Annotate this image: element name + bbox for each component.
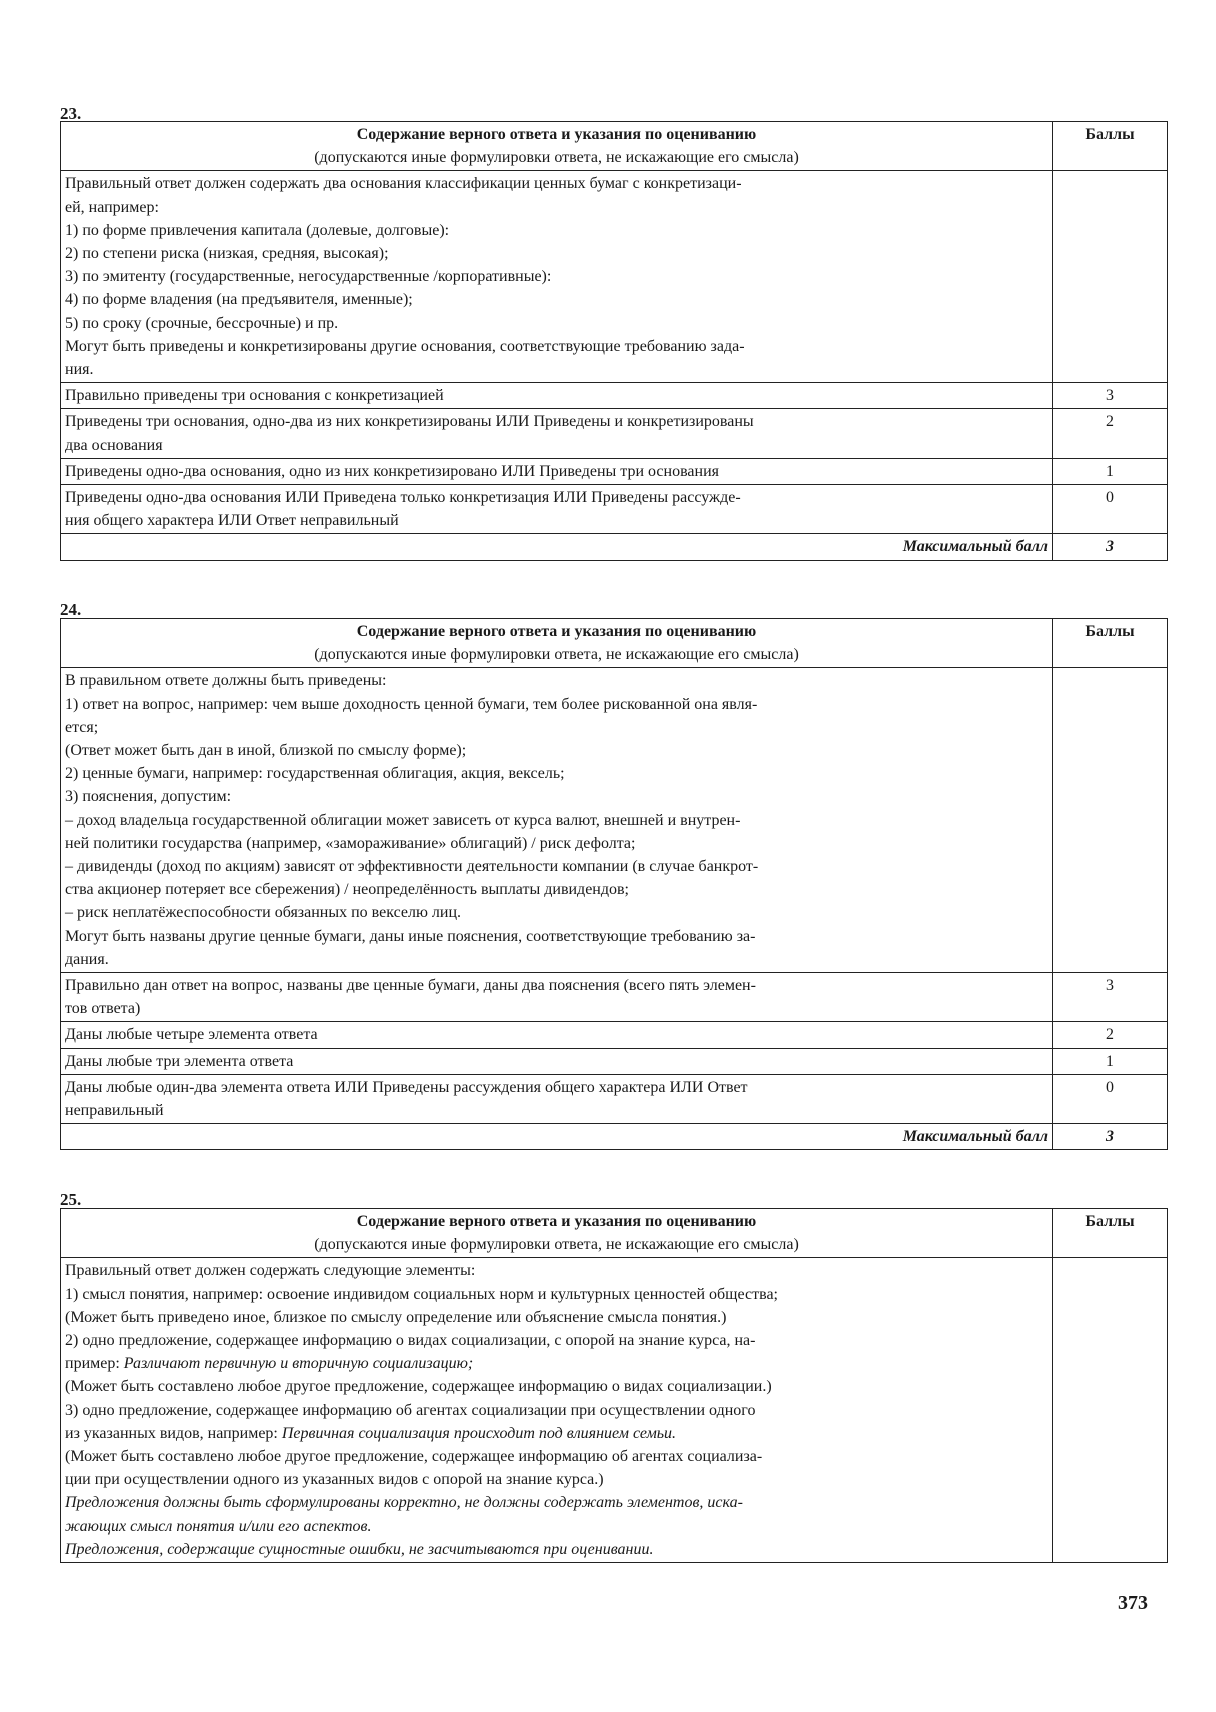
answer-text: 1) по форме привлечения капитала (долевые, долговые): [65,221,450,239]
answer-content [61,171,1053,383]
answer-points-empty [1053,1258,1168,1563]
criterion-points: 0 [1053,1074,1168,1123]
answer-content [61,1258,1053,1563]
criteria-table [60,618,1168,1150]
criterion-row [61,409,1168,458]
content-header-title: Содержание верного ответа и указания по оцениванию [356,126,757,143]
content-header [61,619,1053,668]
criterion-line: Даны любые четыре элемента ответа [65,1026,318,1044]
criterion-line: Правильно дан ответ на вопрос, названы две ценные бумаги, даны два пояснения (всего пять элемен- [65,977,756,995]
criterion-text [61,409,1053,458]
answer-line [65,1375,1048,1398]
answer-italic-text: жающих смысл понятия и/или его аспектов. [65,1517,372,1535]
task-number: 25. [60,1190,82,1209]
answer-text: 1) смысл понятия, например: освоение индивидом социальных норм и культурных ценностей общества; [65,1285,778,1303]
content-header-subtitle: (допускаются иные формулировки ответа, не искажающие его смысла) [314,1236,799,1254]
answer-line [65,716,1048,739]
answer-line [65,1259,1048,1282]
criterion-row [61,1074,1168,1123]
answer-content [61,668,1053,973]
answer-text: – риск неплатёжеспособности обязанных по векселю лиц. [65,904,462,922]
answer-line [65,1538,1048,1561]
answer-text: (Может быть составлено любое другое предложение, содержащее информацию о видах социализации.) [65,1378,772,1396]
content-header [61,122,1053,171]
answer-italic-text: Предложения, содержащие сущностные ошибки, не засчитываются при оценивании. [65,1540,654,1558]
answer-line [65,832,1048,855]
answer-line [65,855,1048,878]
answer-text: Правильный ответ должен содержать следующие элементы: [65,1262,476,1280]
answer-text: 3) пояснения, допустим: [65,788,232,806]
criterion-text [61,1074,1053,1123]
criterion-points: 0 [1053,485,1168,534]
answer-text: (Ответ может быть дан в иной, близкой по смыслу форме); [65,742,467,760]
criterion-line: Приведены три основания, одно-два из них конкретизированы ИЛИ Приведены и конкретизированы [65,413,754,431]
answer-text: Могут быть названы другие ценные бумаги, даны иные пояснения, соответствующие требованию за- [65,927,756,945]
criterion-line: ния общего характера ИЛИ Ответ неправильный [65,512,399,530]
points-header-title: Баллы [1085,623,1135,640]
answer-line [65,1445,1048,1468]
criterion-line: Приведены одно-два основания ИЛИ Приведена только конкретизация ИЛИ Приведены рассужде- [65,489,741,507]
criterion-line: Даны любые один-два элемента ответа ИЛИ Приведены рассуждения общего характера ИЛИ Ответ [65,1078,748,1096]
content-header-subtitle: (допускаются иные формулировки ответа, не искажающие его смысла) [314,646,799,664]
content-header-title: Содержание верного ответа и указания по оцениванию [356,1213,757,1230]
answer-line [65,785,1048,808]
answer-text: пример: [65,1355,124,1373]
answer-text: – дивиденды (доход по акциям) зависят от эффективности деятельности компании (в случае банкрот- [65,858,759,876]
answer-line [65,1491,1048,1514]
max-score-row [61,1124,1168,1150]
answer-text: из указанных видов, например: [65,1424,282,1442]
answer-text: Могут быть приведены и конкретизированы другие основания, соответствующие требованию зада- [65,337,745,355]
answer-text: В правильном ответе должны быть приведены: [65,672,387,690]
criterion-line: Даны любые три элемента ответа [65,1052,294,1070]
criterion-text [61,485,1053,534]
answer-line [65,312,1048,335]
answer-line [65,1283,1048,1306]
answer-italic-text: Предложения должны быть сформулированы корректно, не должны содержать элементов, иска- [65,1494,743,1512]
task-number: 23. [60,104,82,123]
criterion-row [61,383,1168,409]
answer-line [65,1422,1048,1445]
criterion-row [61,1022,1168,1048]
answer-line [65,1329,1048,1352]
answer-line [65,1399,1048,1422]
criterion-points: 3 [1053,383,1168,409]
answer-line [65,878,1048,901]
max-score-label: Максимальный балл [61,534,1053,560]
answer-text: Правильный ответ должен содержать два основания классификации ценных бумаг с конкретизаци- [65,175,742,193]
points-header [1053,619,1168,668]
answer-line [65,693,1048,716]
answer-text: 3) одно предложение, содержащее информацию об агентах социализации при осуществлении одного [65,1401,756,1419]
answer-line [65,219,1048,242]
content-header-title: Содержание верного ответа и указания по оцениванию [356,623,757,640]
answer-line [65,242,1048,265]
answer-line [65,1352,1048,1375]
answer-text: 1) ответ на вопрос, например: чем выше доходность ценной бумаги, тем более рискованной она явля- [65,695,758,713]
answer-line [65,669,1048,692]
answer-text: 2) одно предложение, содержащее информацию о видах социализации, с опорой на знание курса, на- [65,1332,756,1350]
answer-text: ней политики государства (например, «замораживание» облигаций) / риск дефолта; [65,834,636,852]
criterion-row [61,458,1168,484]
answer-line [65,196,1048,219]
criterion-points: 2 [1053,1022,1168,1048]
answer-text: ции при осуществлении одного из указанных видов с опорой на знание курса.) [65,1471,604,1489]
answer-text: ей, например: [65,198,159,216]
points-header [1053,122,1168,171]
answer-line [65,739,1048,762]
answer-italic-text: Первичная социализация происходит под влиянием семьи. [281,1424,677,1442]
criterion-line: Приведены одно-два основания, одно из них конкретизировано ИЛИ Приведены три основания [65,462,719,480]
answer-text: ства акционер потеряет все сбережения) / неопределённость выплаты дивидендов; [65,881,629,899]
answer-italic-text: Различают первичную и вторичную социализацию; [123,1355,474,1373]
answer-line [65,1306,1048,1329]
answer-row [61,171,1168,383]
answer-line [65,1515,1048,1538]
criteria-table [60,1208,1168,1563]
answer-line [65,1468,1048,1491]
max-score-label: Максимальный балл [61,1124,1053,1150]
criterion-text [61,1048,1053,1074]
criterion-text [61,973,1053,1022]
answer-text: 5) по сроку (срочные, бессрочные) и пр. [65,314,339,332]
criterion-row [61,973,1168,1022]
criterion-row [61,485,1168,534]
answer-row [61,668,1168,973]
answer-row [61,1258,1168,1563]
answer-line [65,358,1048,381]
answer-text: (Может быть составлено любое другое предложение, содержащее информацию об агентах социализа- [65,1448,763,1466]
answer-points-empty [1053,171,1168,383]
answer-line [65,762,1048,785]
answer-line [65,925,1048,948]
criterion-line: Правильно приведены три основания с конкретизацией [65,387,444,405]
criterion-line: два основания [65,436,163,454]
criterion-points: 3 [1053,973,1168,1022]
criterion-text [61,383,1053,409]
answer-text: дания. [65,950,109,968]
answer-line [65,265,1048,288]
criterion-text [61,458,1053,484]
criterion-points: 2 [1053,409,1168,458]
table-header-row [61,122,1168,171]
table-header-row [61,1209,1168,1258]
answer-line [65,901,1048,924]
page-number: 373 [1118,1592,1148,1614]
answer-text: ния. [65,361,94,379]
table-header-row [61,619,1168,668]
points-header [1053,1209,1168,1258]
answer-text: 2) по степени риска (низкая, средняя, высокая); [65,245,389,263]
criterion-line: неправильный [65,1102,164,1120]
criterion-line: тов ответа) [65,1000,141,1018]
answer-line [65,948,1048,971]
content-header [61,1209,1053,1258]
answer-text: 4) по форме владения (на предъявителя, именные); [65,291,413,309]
answer-points-empty [1053,668,1168,973]
answer-text: 2) ценные бумаги, например: государственная облигация, акция, вексель; [65,765,565,783]
answer-line [65,172,1048,195]
criterion-points: 1 [1053,458,1168,484]
content-header-subtitle: (допускаются иные формулировки ответа, не искажающие его смысла) [314,149,799,167]
answer-text: – доход владельца государственной облигации может зависеть от курса валют, внешней и внутрен- [65,811,741,829]
answer-text: (Может быть приведено иное, близкое по смыслу определение или объяснение смысла понятия.) [65,1308,727,1326]
answer-line [65,335,1048,358]
answer-text: 3) по эмитенту (государственные, негосударственные /корпоративные): [65,268,552,286]
criteria-table [60,121,1168,561]
points-header-title: Баллы [1085,1213,1135,1230]
task-number: 24. [60,600,82,619]
answer-line [65,809,1048,832]
max-score-row [61,534,1168,560]
answer-text: ется; [65,718,99,736]
criterion-points: 1 [1053,1048,1168,1074]
answer-line [65,288,1048,311]
criterion-row [61,1048,1168,1074]
max-score-value: 3 [1053,1124,1168,1150]
criterion-text [61,1022,1053,1048]
points-header-title: Баллы [1085,126,1135,143]
max-score-value: 3 [1053,534,1168,560]
